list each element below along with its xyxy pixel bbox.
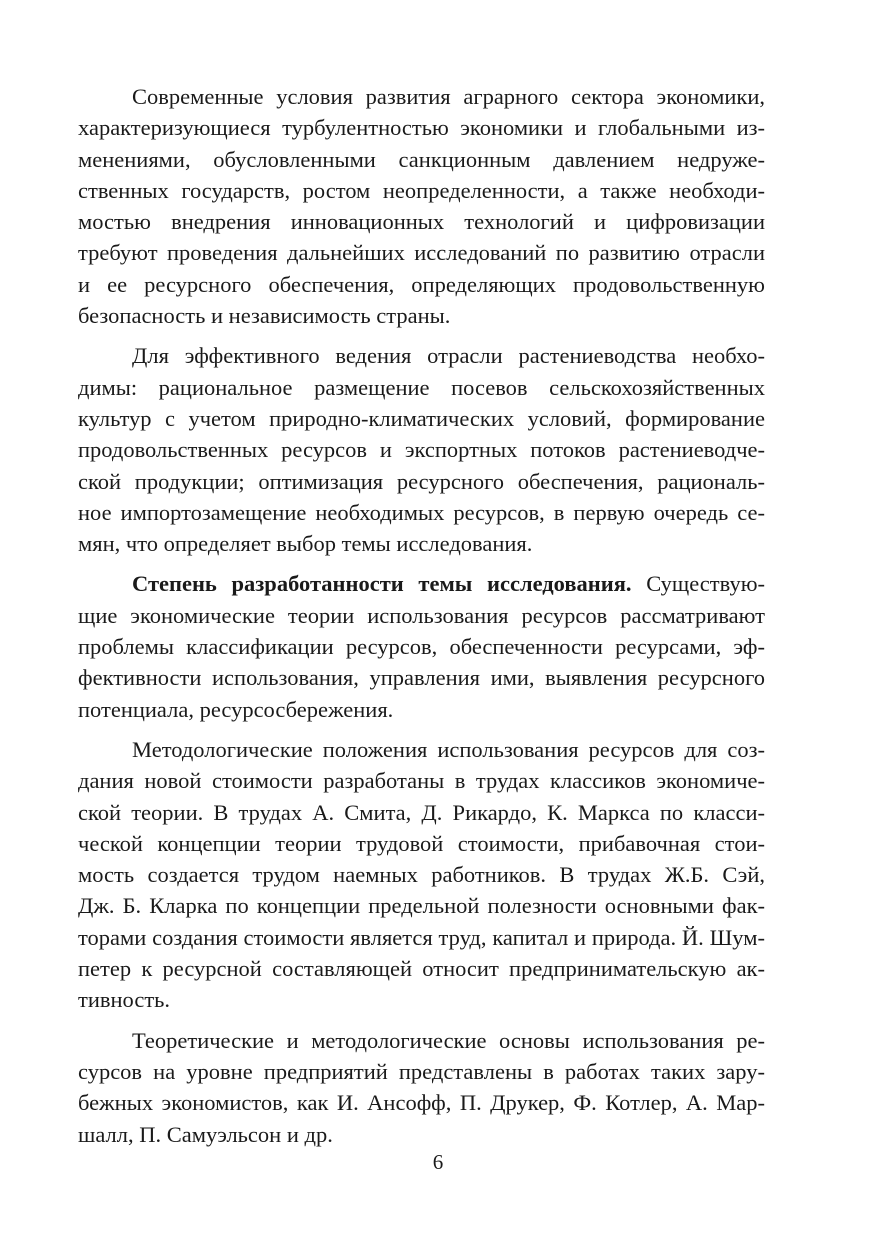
text-line: ственных государств, ростом неопределенности, а также необходи- <box>78 177 765 203</box>
text-line: мян, что определяет выбор темы исследования. <box>78 531 533 557</box>
text-line: менениями, обусловленными санкционным давлением недруже- <box>78 146 765 172</box>
text-line: шалл, П. Самуэльсон и др. <box>78 1121 333 1147</box>
body-text <box>78 81 765 1150</box>
paragraph-4 <box>78 734 765 1016</box>
text-line: дания новой стоимости разработаны в трудах классиков экономиче- <box>78 768 765 794</box>
text-line: мость создается трудом наемных работников. В трудах Ж.Б. Сэй, <box>78 862 765 888</box>
text-line: требуют проведения дальнейших исследований по развитию отрасли <box>78 240 765 266</box>
text-fragment: Существую- <box>631 571 766 597</box>
text-line: Для эффективного ведения отрасли растениеводства необхо- <box>132 343 765 369</box>
paragraph-3 <box>78 568 765 724</box>
text-line: Дж. Б. Кларка по концепции предельной полезности основными фак- <box>78 893 765 919</box>
text-line: ской продукции; оптимизация ресурсного обеспечения, рациональ- <box>78 468 765 494</box>
text-line: ное импортозамещение необходимых ресурсов, в первую очередь се- <box>78 499 765 525</box>
text-line: потенциала, ресурсосбережения. <box>78 696 394 722</box>
text-line: тивность. <box>78 987 171 1013</box>
text-line: щие экономические теории использования ресурсов рассматривают <box>78 602 765 628</box>
text-line: ской теории. В трудах А. Смита, Д. Рикардо, К. Маркса по класси- <box>78 799 765 825</box>
text-line: торами создания стоимости является труд, капитал и природа. Й. Шум- <box>78 924 765 950</box>
text-line: ческой концепции теории трудовой стоимости, прибавочная стои- <box>78 830 765 856</box>
text-line: проблемы классификации ресурсов, обеспеченности ресурсами, эф- <box>78 634 765 660</box>
text-line: мостью внедрения инновационных технологий и цифровизации <box>78 209 765 235</box>
text-line: сурсов на уровне предприятий представлены в работах таких зару- <box>78 1058 765 1084</box>
text-line: культур с учетом природно-климатических условий, формирование <box>78 405 765 431</box>
text-line: безопасность и независимость страны. <box>78 303 451 329</box>
paragraph-2 <box>78 340 765 559</box>
text-line: фективности использования, управления ими, выявления ресурсного <box>78 665 765 691</box>
text-line: бежных экономистов, как И. Ансофф, П. Друкер, Ф. Котлер, А. Мар- <box>78 1090 765 1116</box>
text-line: характеризующиеся турбулентностью экономики и глобальными из- <box>78 115 765 141</box>
text-line: Современные условия развития аграрного сектора экономики, <box>132 84 765 109</box>
text-line: димы: рациональное размещение посевов сельскохозяйственных <box>78 374 765 400</box>
page-number: 6 <box>432 1150 444 1174</box>
section-heading-inline: Степень разработанности темы исследования. <box>132 571 632 597</box>
paragraph-1 <box>78 81 765 331</box>
text-line: Методологические положения использования ресурсов для соз- <box>132 736 765 762</box>
text-line: и ее ресурсного обеспечения, определяющих продовольственную <box>78 271 765 297</box>
paragraph-5 <box>78 1025 765 1150</box>
text-line: Теоретические и методологические основы использования ре- <box>132 1027 765 1053</box>
text-line: петер к ресурсной составляющей относит предпринимательскую ак- <box>78 956 765 982</box>
text-line <box>78 568 765 599</box>
text-line: продовольственных ресурсов и экспортных потоков растениеводче- <box>78 437 765 463</box>
